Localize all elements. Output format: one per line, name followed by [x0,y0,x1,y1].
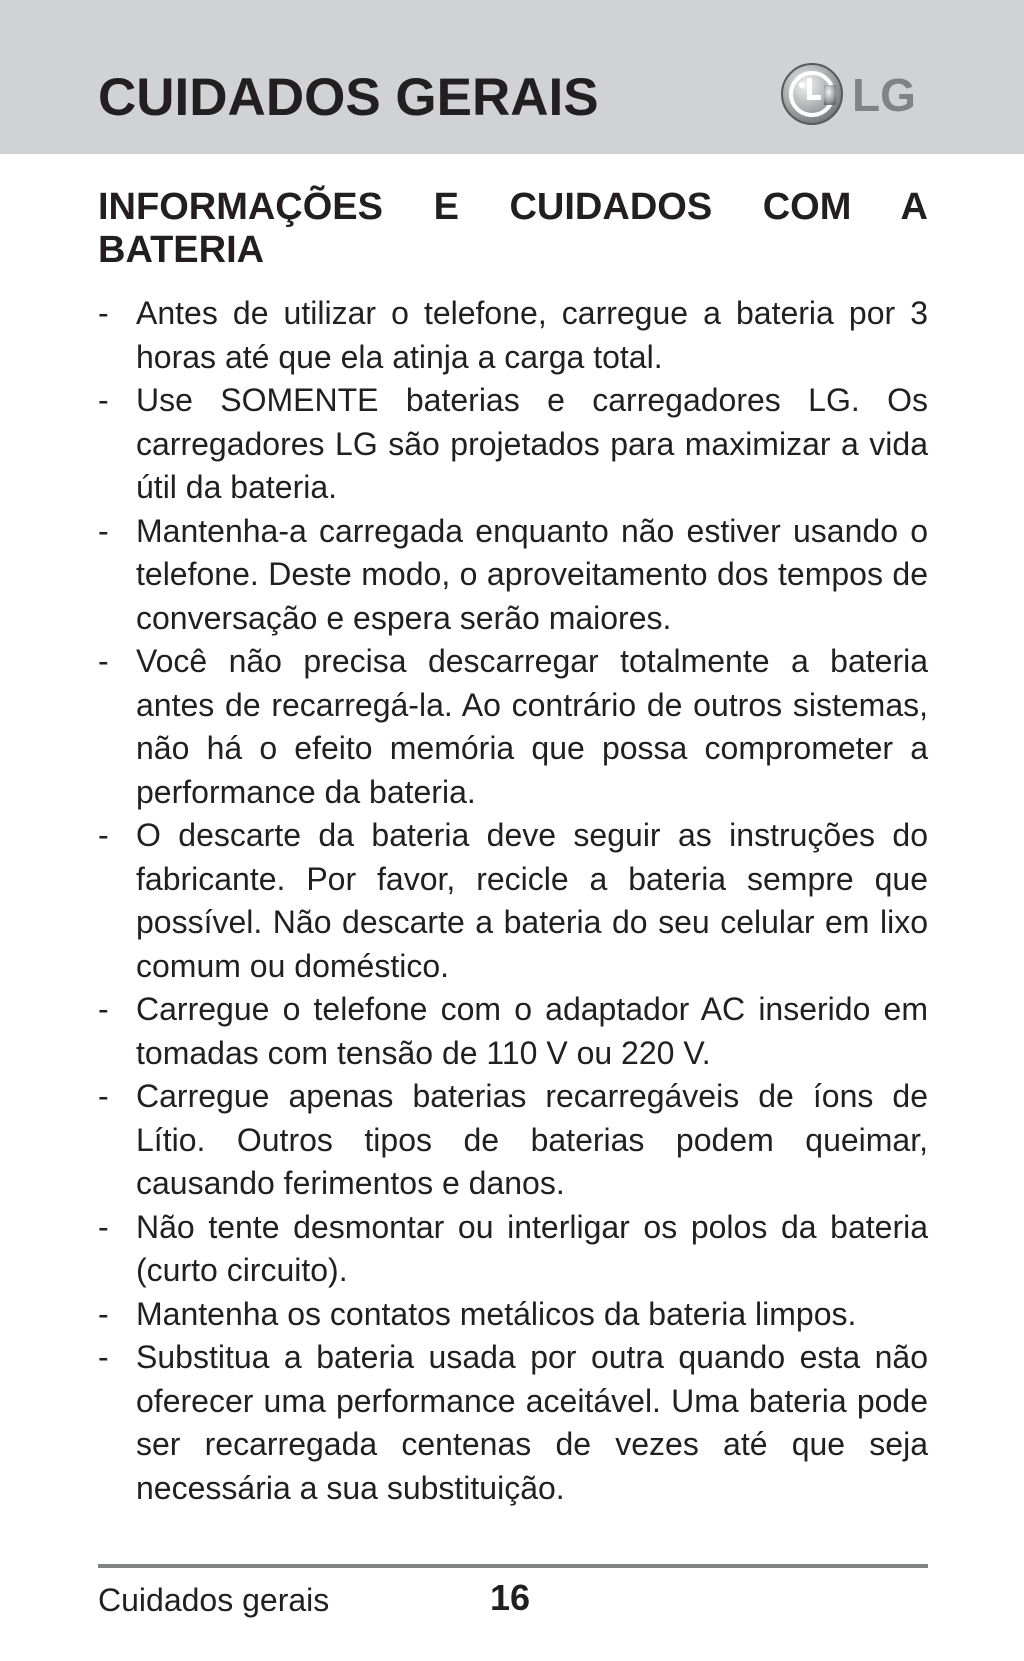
list-item-text: Carregue apenas baterias recarregáveis de íons de Lítio. Outros tipos de baterias podem queimar, causando ferimentos e danos. [136,1078,928,1201]
list-item [98,510,928,641]
section-title: INFORMAÇÕES E CUIDADOS COM A BATERIA [98,186,928,271]
list-item-text: O descarte da bateria deve seguir as instruções do fabricante. Por favor, recicle a bateria sempre que possível. Não descarte a bateria do seu celular em lixo comum ou doméstico. [136,817,928,984]
list-item-text: Antes de utilizar o telefone, carregue a bateria por 3 horas até que ela atinja a carga total. [136,295,928,375]
bullet-dash: - [98,382,109,418]
bullet-dash: - [98,1078,109,1114]
list-item [98,379,928,510]
page-title: CUIDADOS GERAIS [98,68,599,127]
list-item [98,814,928,988]
bullet-dash: - [98,991,109,1027]
list-item [98,292,928,379]
list-item [98,1293,928,1337]
list-item [98,640,928,814]
bullet-dash: - [98,1208,109,1245]
list-item [98,1206,928,1293]
page-header [0,0,1024,154]
svg-text:LG: LG [852,69,916,121]
bullet-dash: - [98,1339,109,1375]
battery-care-list [98,292,928,1510]
list-item [98,1336,928,1510]
footer-section-label: Cuidados gerais [98,1582,330,1618]
bullet-dash: - [98,643,109,679]
list-item-text: Use SOMENTE baterias e carregadores LG. Os carregadores LG são projetados para maximizar a vida útil da bateria. [136,382,928,505]
list-item-text: Não tente desmontar ou interligar os polos da bateria (curto circuito). [136,1208,928,1288]
bullet-dash: - [98,817,109,853]
list-item-text: Mantenha os contatos metálicos da bateria limpos. [136,1295,857,1332]
page-number: 16 [490,1577,531,1618]
list-item [98,988,928,1075]
lg-logo-icon [780,61,930,129]
bullet-dash: - [98,1295,109,1332]
footer-divider [98,1564,928,1568]
bullet-dash: - [98,512,109,549]
list-item-text: Você não precisa descarregar totalmente a bateria antes de recarregá-la. Ao contrário de outros sistemas, não há o efeito memória que possa comprometer a performance da bateria. [136,643,928,810]
list-item-text: Substitua a bateria usada por outra quando esta não oferecer uma performance aceitável. Uma bateria pode ser recarregada centenas de vezes até que seja necessária a sua substituição. [136,1339,928,1506]
list-item-text: Carregue o telefone com o adaptador AC inserido em tomadas com tensão de 110 V ou 220 V. [136,991,928,1071]
list-item [98,1075,928,1206]
bullet-dash: - [98,295,109,331]
list-item-text: Mantenha-a carregada enquanto não estiver usando o telefone. Deste modo, o aproveitamento dos tempos de conversação e espera serão maiores. [136,512,928,636]
